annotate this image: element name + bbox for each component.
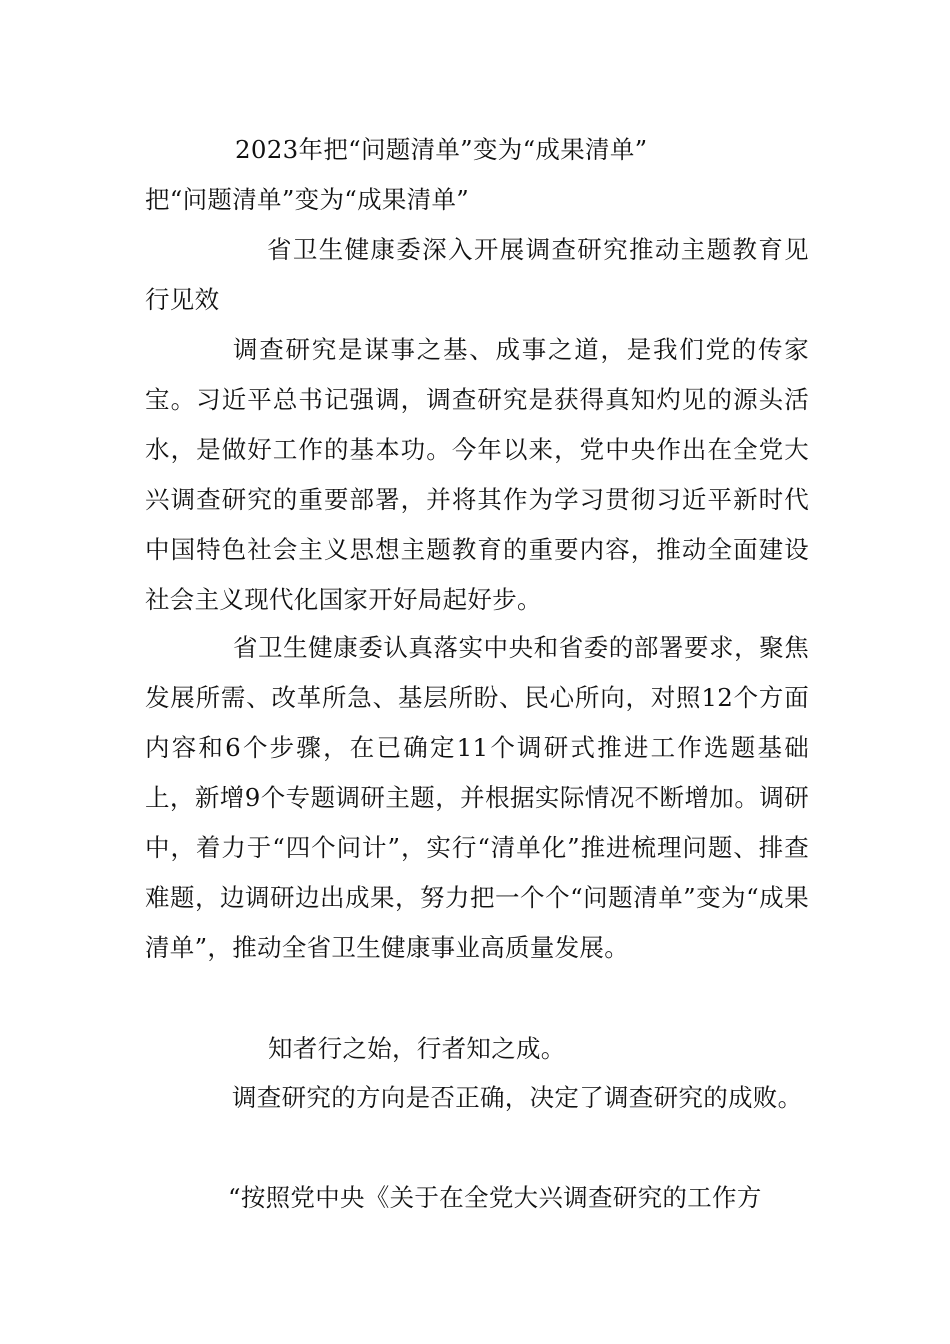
lead-paragraph: 省卫生健康委深入开展调查研究推动主题教育见行见效: [145, 235, 809, 314]
document-subtitle: 把“问题清单”变为“成果清单”: [145, 185, 470, 214]
body-paragraph-1: 调查研究是谋事之基、成事之道，是我们党的传家宝。习近平总书记强调，调查研究是获得真知灼见的源头活水，是做好工作的基本功。今年以来，党中央作出在全党大兴调查研究的重要部署，并将其作为学习贯彻习近平新时代中国特色社会主义思想主题教育的重要内容，推动全面建设社会主义现代化国家开好局起好步。: [145, 335, 809, 614]
quote-line: “按照党中央《关于在全党大兴调查研究的工作方: [228, 1183, 762, 1212]
motto-line: 知者行之始，行者知之成。: [268, 1034, 566, 1063]
direction-line: 调查研究的方向是否正确，决定了调查研究的成败。: [232, 1083, 803, 1112]
body-paragraph-2: 省卫生健康委认真落实中央和省委的部署要求，聚焦发展所需、改革所急、基层所盼、民心所向，对照12个方面内容和6个步骤，在已确定11个调研式推进工作选题基础上，新增9个专题调研主题，并根据实际情况不断增加。调研中，着力于“四个问计”，实行“清单化”推进梳理问题、排查难题，边调研边出成果，努力把一个个“问题清单”变为“成果清单”，推动全省卫生健康事业高质量发展。: [145, 633, 809, 962]
document-title: 2023年把“问题清单”变为“成果清单”: [235, 135, 648, 164]
